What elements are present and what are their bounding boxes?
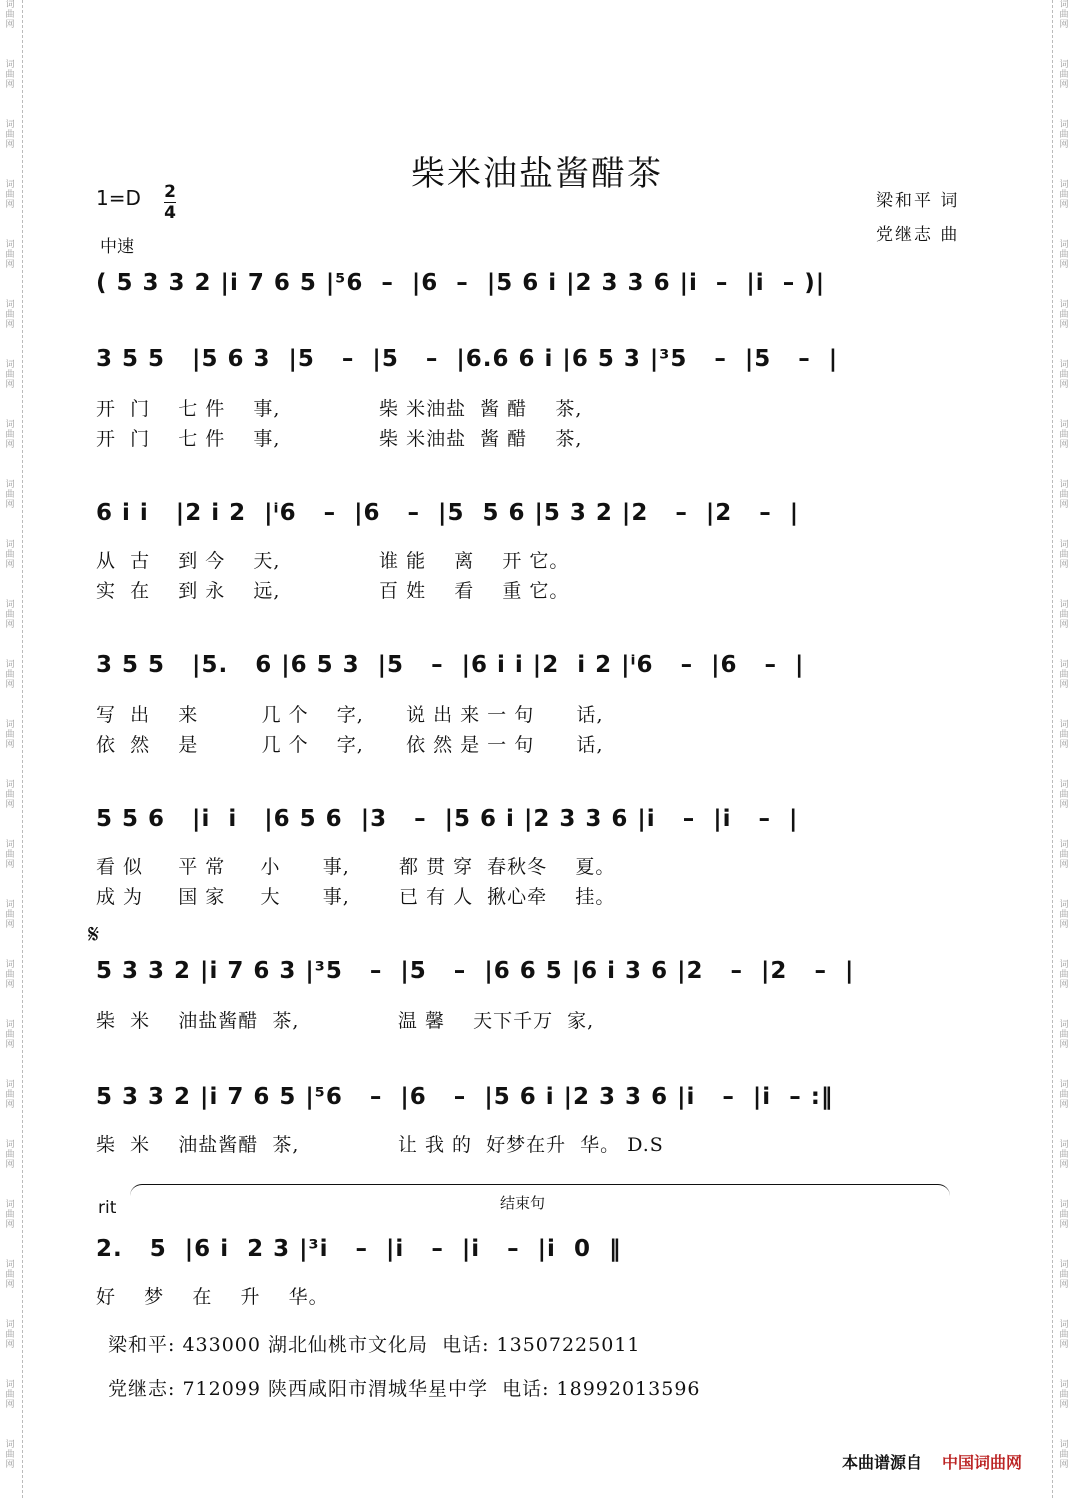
watermark-text: 词 曲 网 [1059, 180, 1069, 210]
watermark-text: 词 曲 网 [1059, 480, 1069, 510]
lyric-row-2b: 实 在 到 永 远, 百 姓 看 重 它。 [96, 580, 570, 602]
lyric-row-3a: 写 出 来 几 个 字, 说 出 来 一 句 话, [96, 704, 604, 726]
watermark-text: 词 曲 网 [1059, 660, 1069, 690]
watermark-text: 词 曲 网 [5, 360, 15, 390]
watermark-text: 词 曲 网 [1059, 360, 1069, 390]
watermark-text: 词 曲 网 [5, 840, 15, 870]
watermark-text: 词 曲 网 [1059, 1080, 1069, 1110]
watermark-text: 词 曲 网 [5, 60, 15, 90]
watermark-text: 词 曲 网 [1059, 1260, 1069, 1290]
song-title: 柴米油盐酱醋茶 [411, 154, 663, 194]
watermark-text: 词 曲 网 [5, 1320, 15, 1350]
composer-credit: 党继志 曲 [876, 225, 960, 245]
watermark-text: 词 曲 网 [1059, 780, 1069, 810]
watermark-text: 词 曲 网 [1059, 1200, 1069, 1230]
watermark-text: 词 曲 网 [5, 180, 15, 210]
watermark-text: 词 曲 网 [5, 540, 15, 570]
footer-prefix: 本曲谱源自 [842, 1453, 923, 1472]
watermark-text: 词 曲 网 [1059, 840, 1069, 870]
watermark-text: 词 曲 网 [5, 480, 15, 510]
lyric-row-2a: 从 古 到 今 天, 谁 能 离 开 它。 [96, 550, 570, 572]
contact-lyricist: 梁和平: 433000 湖北仙桃市文化局 电话: 13507225011 [108, 1334, 641, 1356]
watermark-text: 词 曲 网 [5, 420, 15, 450]
lyric-row-1a: 开 门 七 件 事, 柴 米油盐 酱 醋 茶, [96, 398, 583, 420]
watermark-text: 词 曲 网 [5, 0, 15, 30]
watermark-text: 词 曲 网 [5, 900, 15, 930]
watermark-text: 词 曲 网 [5, 1140, 15, 1170]
watermark-text: 词 曲 网 [5, 960, 15, 990]
ending-label: 结束句 [500, 1194, 546, 1212]
watermark-text: 词 曲 网 [5, 1260, 15, 1290]
watermark-text: 词 曲 网 [1059, 1380, 1069, 1410]
segno-sign: 𝄋 [88, 920, 100, 950]
watermark-text: 词 曲 网 [5, 120, 15, 150]
footer-source-link[interactable]: 中国词曲网 [942, 1453, 1023, 1472]
watermark-text: 词 曲 网 [5, 240, 15, 270]
lyric-row-4b: 成 为 国 家 大 事, 已 有 人 揪心牵 挂。 [96, 886, 616, 908]
score-row-ending: 2. 5 |6 i 2 3 |³i – |i – |i – |i 0 ‖ [96, 1236, 622, 1262]
watermark-text: 词 曲 网 [1059, 540, 1069, 570]
footer-credit [842, 1450, 1022, 1473]
lyric-row-6: 柴 米 油盐酱醋 茶, 让 我 的 好梦在升 华。 D.S [96, 1134, 664, 1156]
watermark-text: 词 曲 网 [5, 1380, 15, 1410]
lyric-row-4a: 看 似 平 常 小 事, 都 贯 穿 春秋冬 夏。 [96, 856, 616, 878]
score-row-1: 3 5 5 |5 6 3 |5 – |5 – |6.6 6 i |6 5 3 |³5 – |5 – | [96, 346, 839, 372]
score-row-4: 5 5 6 |i i |6 5 6 |3 – |5 6 i |2 3 3 6 |i – |i – | [96, 806, 799, 832]
watermark-text: 词 曲 网 [1059, 1140, 1069, 1170]
key-signature: 1=D [96, 186, 141, 210]
watermark-text: 词 曲 网 [1059, 240, 1069, 270]
lyric-row-5: 柴 米 油盐酱醋 茶, 温 馨 天下千万 家, [96, 1010, 595, 1032]
watermark-text: 词 曲 网 [1059, 720, 1069, 750]
watermark-text: 词 曲 网 [1059, 1440, 1069, 1470]
score-row-5: 5 3 3 2 |i 7 6 3 |³5 – |5 – |6 6 5 |6 i 3 6 |2 – |2 – | [96, 958, 855, 984]
lyric-row-1b: 开 门 七 件 事, 柴 米油盐 酱 醋 茶, [96, 428, 583, 450]
score-row-2: 6 i i |2 i 2 |ⁱ6 – |6 – |5 5 6 |5 3 2 |2 – |2 – | [96, 500, 800, 526]
watermark-text: 词 曲 网 [1059, 0, 1069, 30]
watermark-text: 词 曲 网 [1059, 1020, 1069, 1050]
watermark-text: 词 曲 网 [5, 300, 15, 330]
watermark-text: 词 曲 网 [1059, 600, 1069, 630]
watermark-text: 词 曲 网 [1059, 300, 1069, 330]
score-row-6: 5 3 3 2 |i 7 6 5 |⁵6 – |6 – |5 6 i |2 3 3 6 |i – |i – :‖ [96, 1084, 834, 1110]
watermark-text: 词 曲 网 [5, 660, 15, 690]
watermark-text: 词 曲 网 [5, 600, 15, 630]
time-signature: 2 4 [164, 182, 176, 223]
contact-composer: 党继志: 712099 陕西咸阳市渭城华星中学 电话: 18992013596 [108, 1378, 701, 1400]
watermark-text: 词 曲 网 [1059, 1320, 1069, 1350]
watermark-text: 词 曲 网 [5, 1080, 15, 1110]
lyricist-credit: 梁和平 词 [876, 191, 960, 211]
watermark-text: 词 曲 网 [5, 1440, 15, 1470]
lyric-row-3b: 依 然 是 几 个 字, 依 然 是 一 句 话, [96, 734, 604, 756]
watermark-text: 词 曲 网 [1059, 120, 1069, 150]
lyric-row-ending: 好 梦 在 升 华。 [96, 1286, 329, 1308]
rit-marking: rit [98, 1198, 117, 1218]
watermark-text: 词 曲 网 [1059, 960, 1069, 990]
tempo-marking: 中速 [100, 237, 134, 257]
watermark-text: 词 曲 网 [5, 1020, 15, 1050]
watermark-text: 词 曲 网 [1059, 900, 1069, 930]
score-row-intro: ( 5 3 3 2 |i 7 6 5 |⁵6 – |6 – |5 6 i |2 3 3 6 |i – |i – )| [96, 270, 826, 296]
watermark-text: 词 曲 网 [5, 720, 15, 750]
watermark-text: 词 曲 网 [1059, 420, 1069, 450]
watermark-text: 词 曲 网 [1059, 60, 1069, 90]
watermark-text: 词 曲 网 [5, 780, 15, 810]
watermark-text: 词 曲 网 [5, 1200, 15, 1230]
score-row-3: 3 5 5 |5. 6 |6 5 3 |5 – |6 i i |2 i 2 |ⁱ6 – |6 – | [96, 652, 805, 678]
